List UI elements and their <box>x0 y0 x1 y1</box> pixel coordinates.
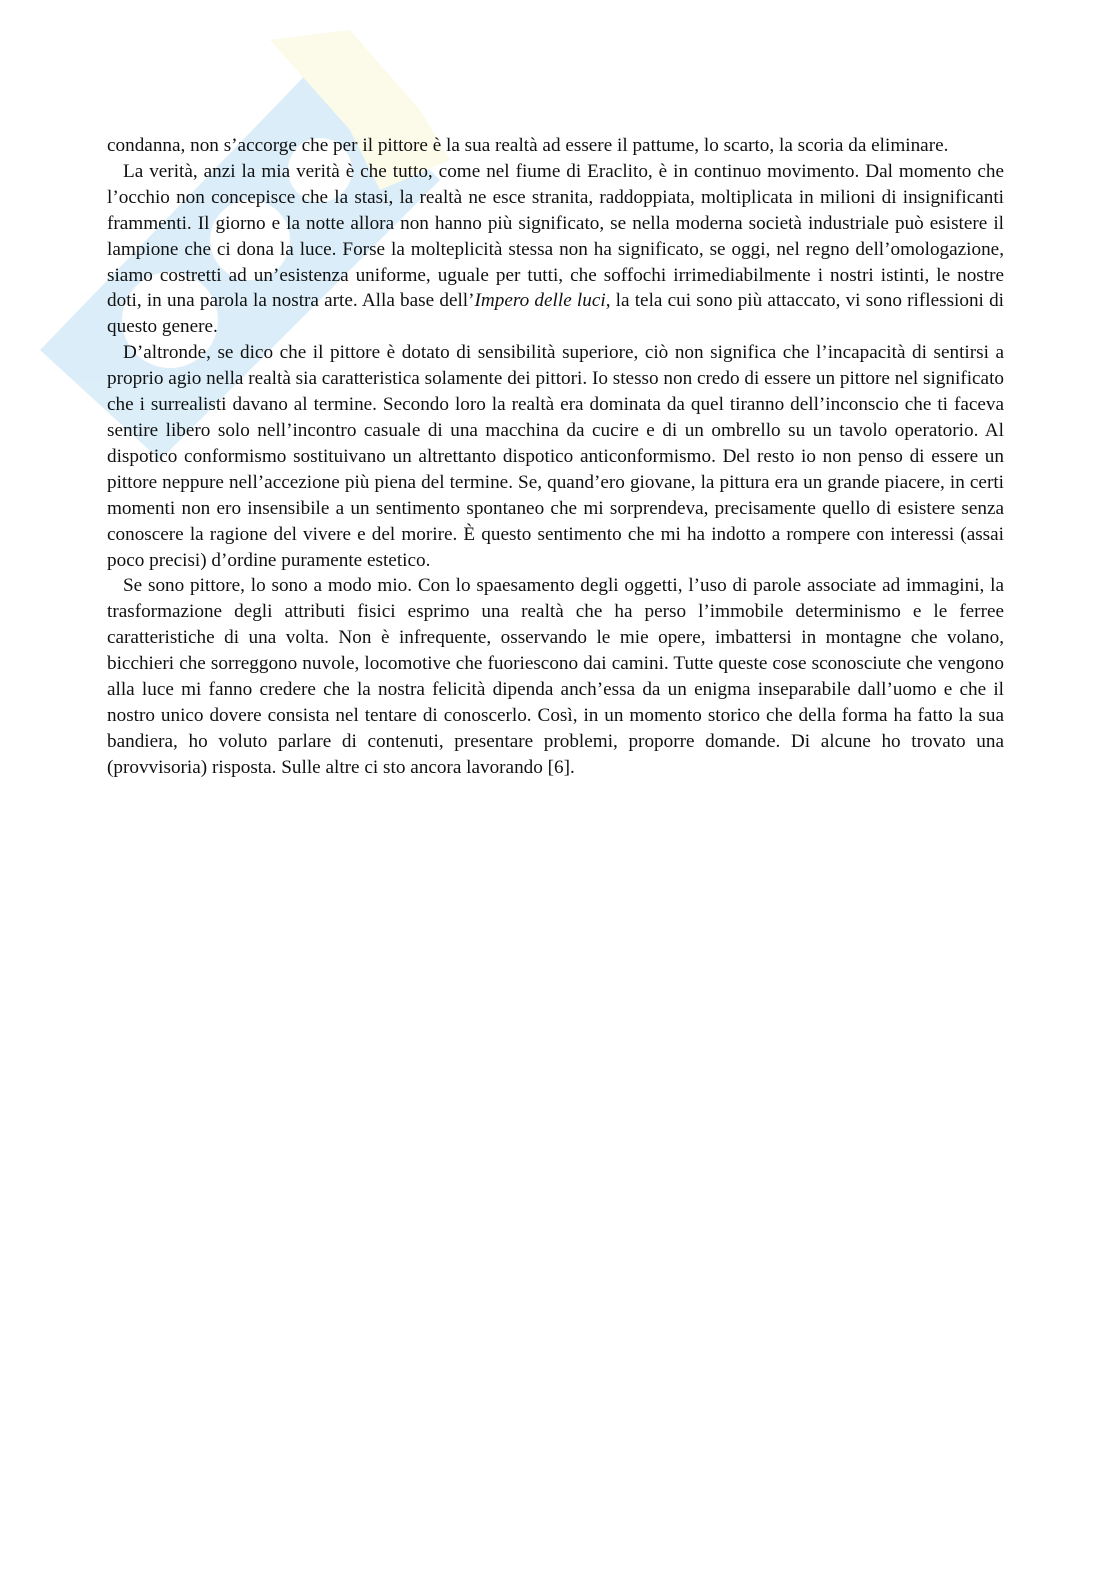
paragraph-2-text-after: , la tela cui sono più attaccato, vi sono riflessioni di questo genere. <box>107 290 1005 338</box>
artwork-title: Impero delle luci <box>474 290 606 312</box>
paragraph-1: condanna, non s’accorge che per il pittore è la sua realtà ad essere il pattume, lo scarto, la scoria da eliminare. <box>107 135 949 156</box>
paragraph-3: D’altronde, se dico che il pittore è dotato di sensibilità superiore, ciò non significa che l’incapacità di sentirsi a proprio agio nella realtà sia caratteristica solamente dei pittori. Io stesso non credo di essere un pittore nel significato che i surrealisti davano al termine. Secondo loro la realtà era dominata da quel tiranno dell’inconscio che ti faceva sentire libero solo nell’incontro casuale di una macchina da cucire e di un ombrello su un tavolo operatorio. Al dispotico conformismo sostituivano un altrettanto dispotico anticonformismo. Del resto io non penso di essere un pittore neppure nell’accezione più piena del termine. Se, quand’ero giovane, la pittura era un grande piacere, in certi momenti non ero insensibile a un sentimento spontaneo che mi sorprendeva, precisamente quello di esistere senza conoscere la ragione del vivere e del morire. È questo sentimento che mi ha indotto a rompere con interessi (assai poco precisi) d’ordine puramente estetico. <box>107 342 1004 571</box>
document-body <box>107 133 1004 781</box>
paragraph-2-text: La verità, anzi la mia verità è che tutto, come nel fiume di Eraclito, è in continuo movimento. Dal momento che l’occhio non concepisce che la stasi, la realtà ne esce stranita, raddoppiata, moltiplicata in milioni di insignificanti frammenti. Il giorno e la notte allora non hanno più significato, se nella moderna società industriale può esistere il lampione che ci dona la luce. Forse la molteplicità stessa non ha significato, se oggi, nel regno dell’omologazione, siamo costretti ad un’esistenza uniforme, uguale per tutti, che soffochi irrimediabilmente i nostri istinti, le nostre doti, in una parola la nostra arte. Alla base dell’ <box>107 160 1004 312</box>
paragraph-2 <box>107 159 1004 340</box>
paragraph-4: Se sono pittore, lo sono a modo mio. Con lo spaesamento degli oggetti, l’uso di parole associate ad immagini, la trasformazione degli attributi fisici esprimo una realtà che ha perso l’immobile determinismo e le ferree caratteristiche di una volta. Non è infrequente, osservando le mie opere, imbattersi in montagne che volano, bicchieri che sorreggono nuvole, locomotive che fuoriescono dai camini. Tutte queste cose sconosciute che vengono alla luce mi fanno credere che la nostra felicità dipenda anch’essa da un enigma inseparabile dall’uomo e che il nostro unico dovere consista nel tentare di conoscerlo. Così, in un momento storico che della forma ha fatto la sua bandiera, ho voluto parlare di contenuti, presentare problemi, proporre domande. Di alcune ho trovato una (provvisoria) risposta. Sulle altre ci sto ancora lavorando [6]. <box>107 575 1004 778</box>
